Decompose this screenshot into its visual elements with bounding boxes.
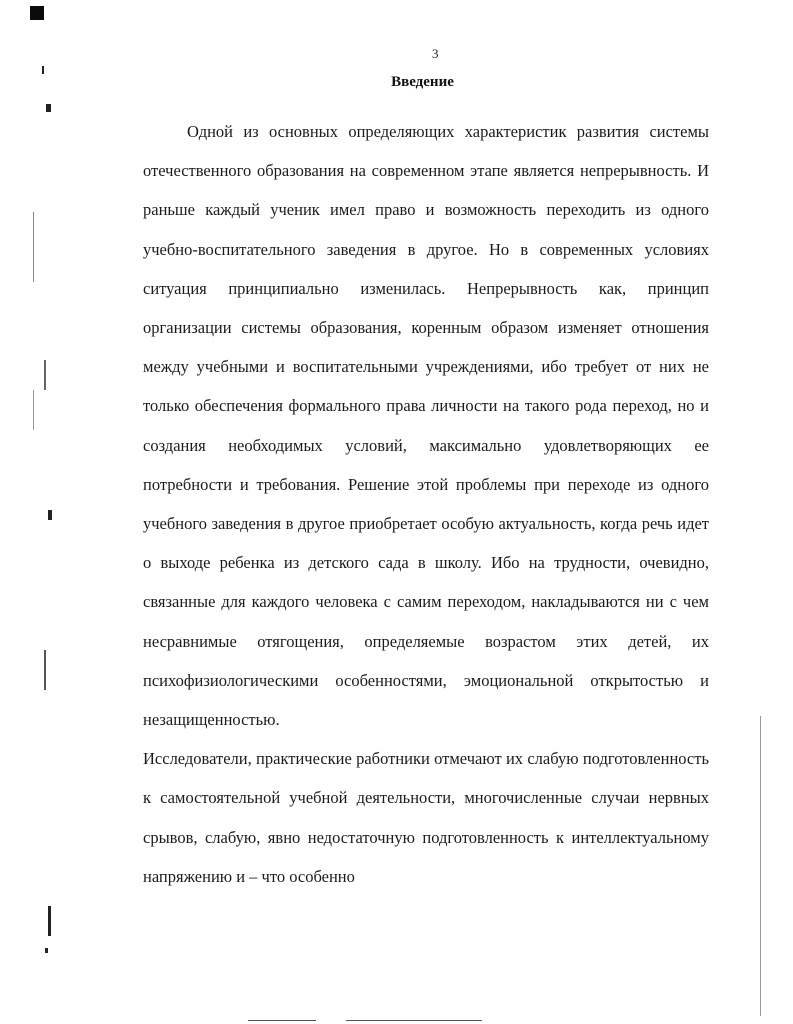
scan-artefact [45,948,48,953]
scan-artefact [46,104,51,112]
scan-artefact [33,212,34,282]
scan-artefact [42,66,44,74]
scan-artefact [44,650,46,690]
scan-artefact [44,360,46,390]
scan-artefact [33,390,34,430]
scan-corner-mark [30,6,44,20]
body-text [143,112,709,896]
scan-bottom-line [346,1020,482,1021]
section-heading: Введение [391,74,454,90]
scan-edge-line [760,716,761,1016]
paragraph: Исследователи, практические работники отмечают их слабую подготовленность к самостоятельной учебной деятельности, многочисленные случаи нервных срывов, слабую, явно недостаточную подготовленность к интеллектуальному напряжению и – что особенно [143,749,709,886]
page-number: 3 [432,46,439,61]
paragraph: Одной из основных определяющих характеристик развития системы отечественного образования на современном этапе является непрерывность. И раньше каждый ученик имел право и возможность переходить из одного учебно-воспитательного заведения в другое. Но в современных условиях ситуация принципиально изменилась. Непрерывность как, принцип организации системы образования, коренным образом изменяет отношения между учебными и воспитательными учреждениями, ибо требует от них не только обеспечения формального права личности на такого рода переход, но и создания необходимых условий, максимально удовлетворяющих ее потребности и требования. Решение этой проблемы при переходе из одного учебного заведения в другое приобретает особую актуальность, когда речь идет о выходе ребенка из детского сада в школу. Ибо на трудности, очевидно, связанные для каждого человека с самим переходом, накладываются ни с чем несравнимые отягощения, определяемые возрастом этих детей, их психофизиологическими особенностями, эмоциональной открытостью и незащищенностью. [143,122,709,730]
scan-artefact [48,906,51,936]
scan-artefact [48,510,52,520]
scan-bottom-line [248,1020,316,1021]
